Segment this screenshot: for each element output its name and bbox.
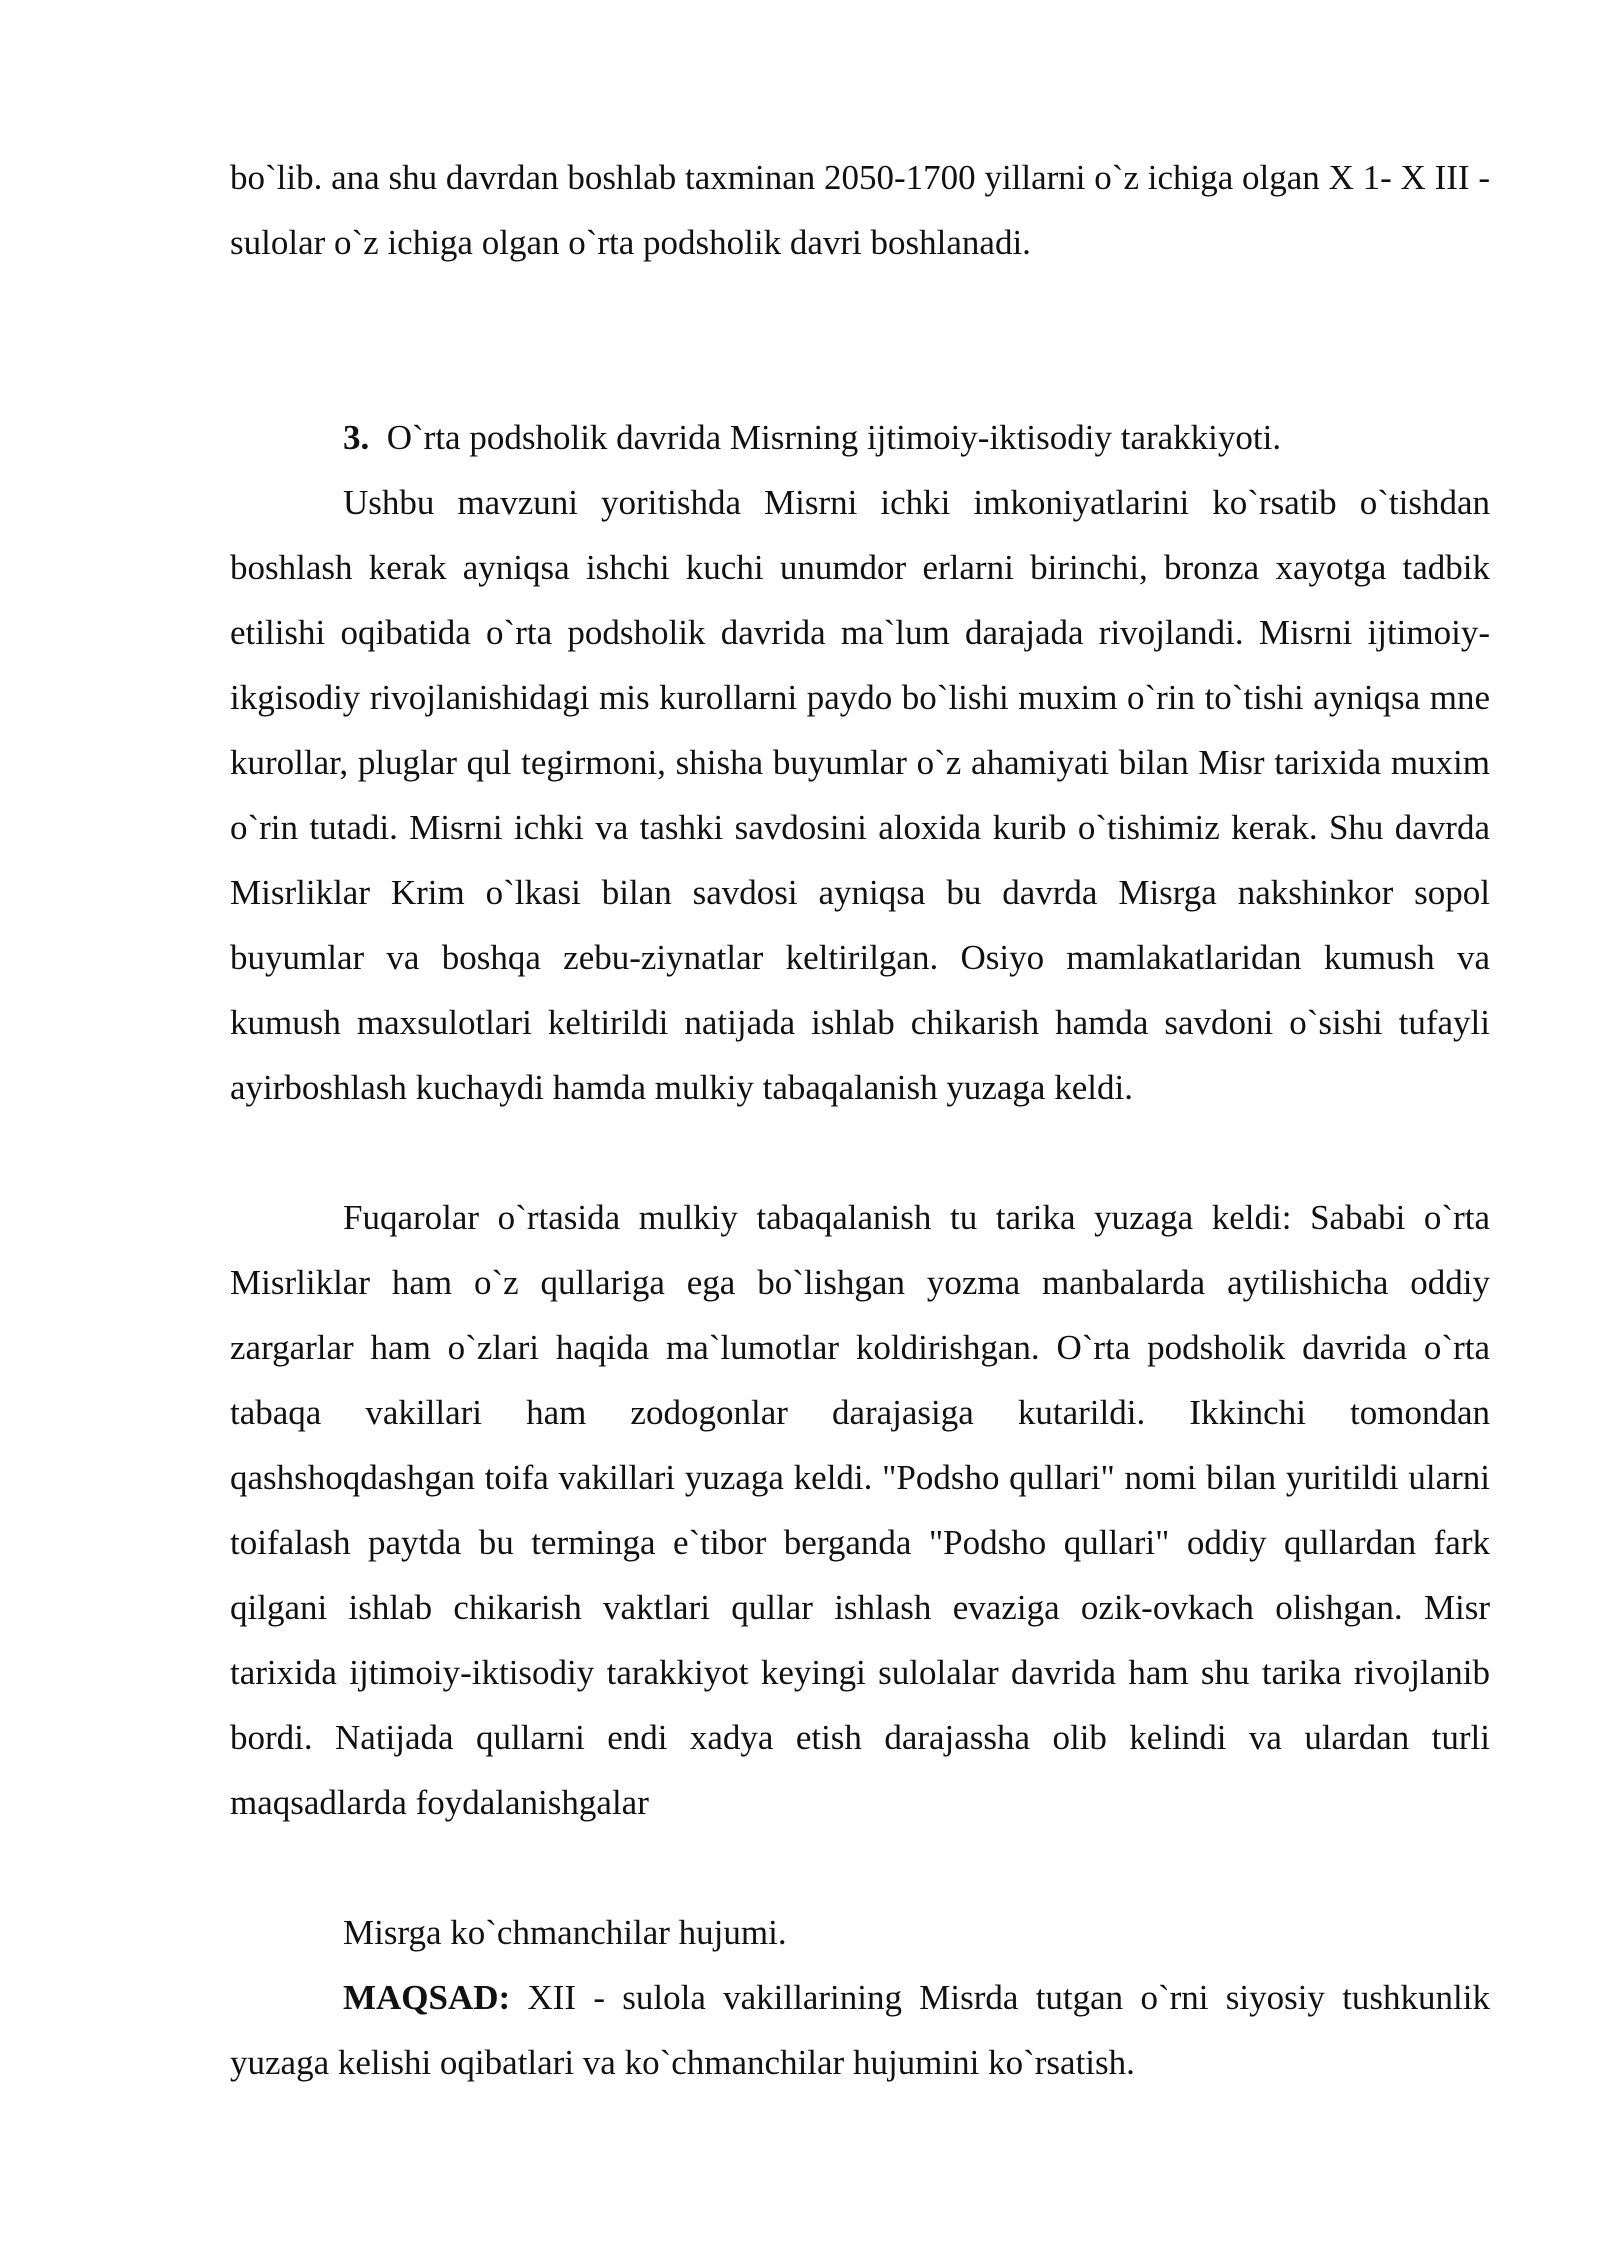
section-3-title: O`rta podsholik davrida Misrning ijtimoiy-iktisodiy tarakkiyoti. <box>386 418 1282 457</box>
section-4-heading: Misrga ko`chmanchilar hujumi. <box>343 1913 787 1952</box>
section-3-heading <box>343 405 1281 470</box>
goal-text: XII - sulola vakillarining Misrda tutgan o`rni siyosiy tushkunlik yuzaga kelishi oqibatlari va ko`chmanchilar hujumini ko`rsatish. <box>230 1978 1490 2082</box>
paragraph-intro: bo`lib. ana shu davrdan boshlab taxminan 2050-1700 yillarni o`z ichiga olgan X 1- X III - sulolar o`z ichiga olgan o`rta podsholik davri boshlanadi. <box>230 158 1490 262</box>
goal-label: MAQSAD: <box>343 1978 511 2017</box>
paragraph-society: Fuqarolar o`rtasida mulkiy tabaqalanish tu tarika yuzaga keldi: Sababi o`rta Misrliklar ham o`z qullariga ega bo`lishgan yozma manbalarda aytilishicha oddiy zargarlar ham o`zlari haqida ma`lumotlar koldirishgan. O`rta podsholik davrida o`rta tabaqa vakillari ham zodogonlar darajasiga kutarildi. Ikkinchi tomondan qashshoqdashgan toifa vakillari yuzaga keldi. "Podsho qullari" nomi bilan yuritildi ularni toifalash paytda bu terminga e`tibor berganda "Podsho qullari" oddiy qullardan fark qilgani ishlab chikarish vaktlari qullar ishlash evaziga ozik-ovkach olishgan. Misr tarixida ijtimoiy-iktisodiy tarakkiyot keyingi sulolalar davrida ham shu tarika rivojlanib bordi. Natijada qullarni endi xadya etish darajassha olib kelindi va ulardan turli maqsadlarda foydalanishgalar <box>230 1198 1490 1822</box>
paragraph-economy: Ushbu mavzuni yoritishda Misrni ichki imkoniyatlarini ko`rsatib o`tishdan boshlash kerak ayniqsa ishchi kuchi unumdor erlarni birinchi, bronza xayotga tadbik etilishi oqibatida o`rta podsholik davrida ma`lum darajada rivojlandi. Misrni ijtimoiy-ikgisodiy rivojlanishidagi mis kurollarni paydo bo`lishi muxim o`rin to`tishi ayniqsa mne kurollar, pluglar qul tegirmoni, shisha buyumlar o`z ahamiyati bilan Misr tarixida muxim o`rin tutadi. Misrni ichki va tashki savdosini aloxida kurib o`tishimiz kerak. Shu davrda Misrliklar Krim o`lkasi bilan savdosi ayniqsa bu davrda Misrga nakshinkor sopol buyumlar va boshqa zebu-ziynatlar keltirilgan. Osiyo mamlakatlaridan kumush va kumush maxsulotlari keltirildi natijada ishlab chikarish hamda savdoni o`sishi tufayli ayirboshlash kuchaydi hamda mulkiy tabaqalanish yuzaga keldi. <box>230 483 1490 1107</box>
goal-paragraph <box>230 1965 1490 2095</box>
section-3-number: 3. <box>343 418 370 457</box>
